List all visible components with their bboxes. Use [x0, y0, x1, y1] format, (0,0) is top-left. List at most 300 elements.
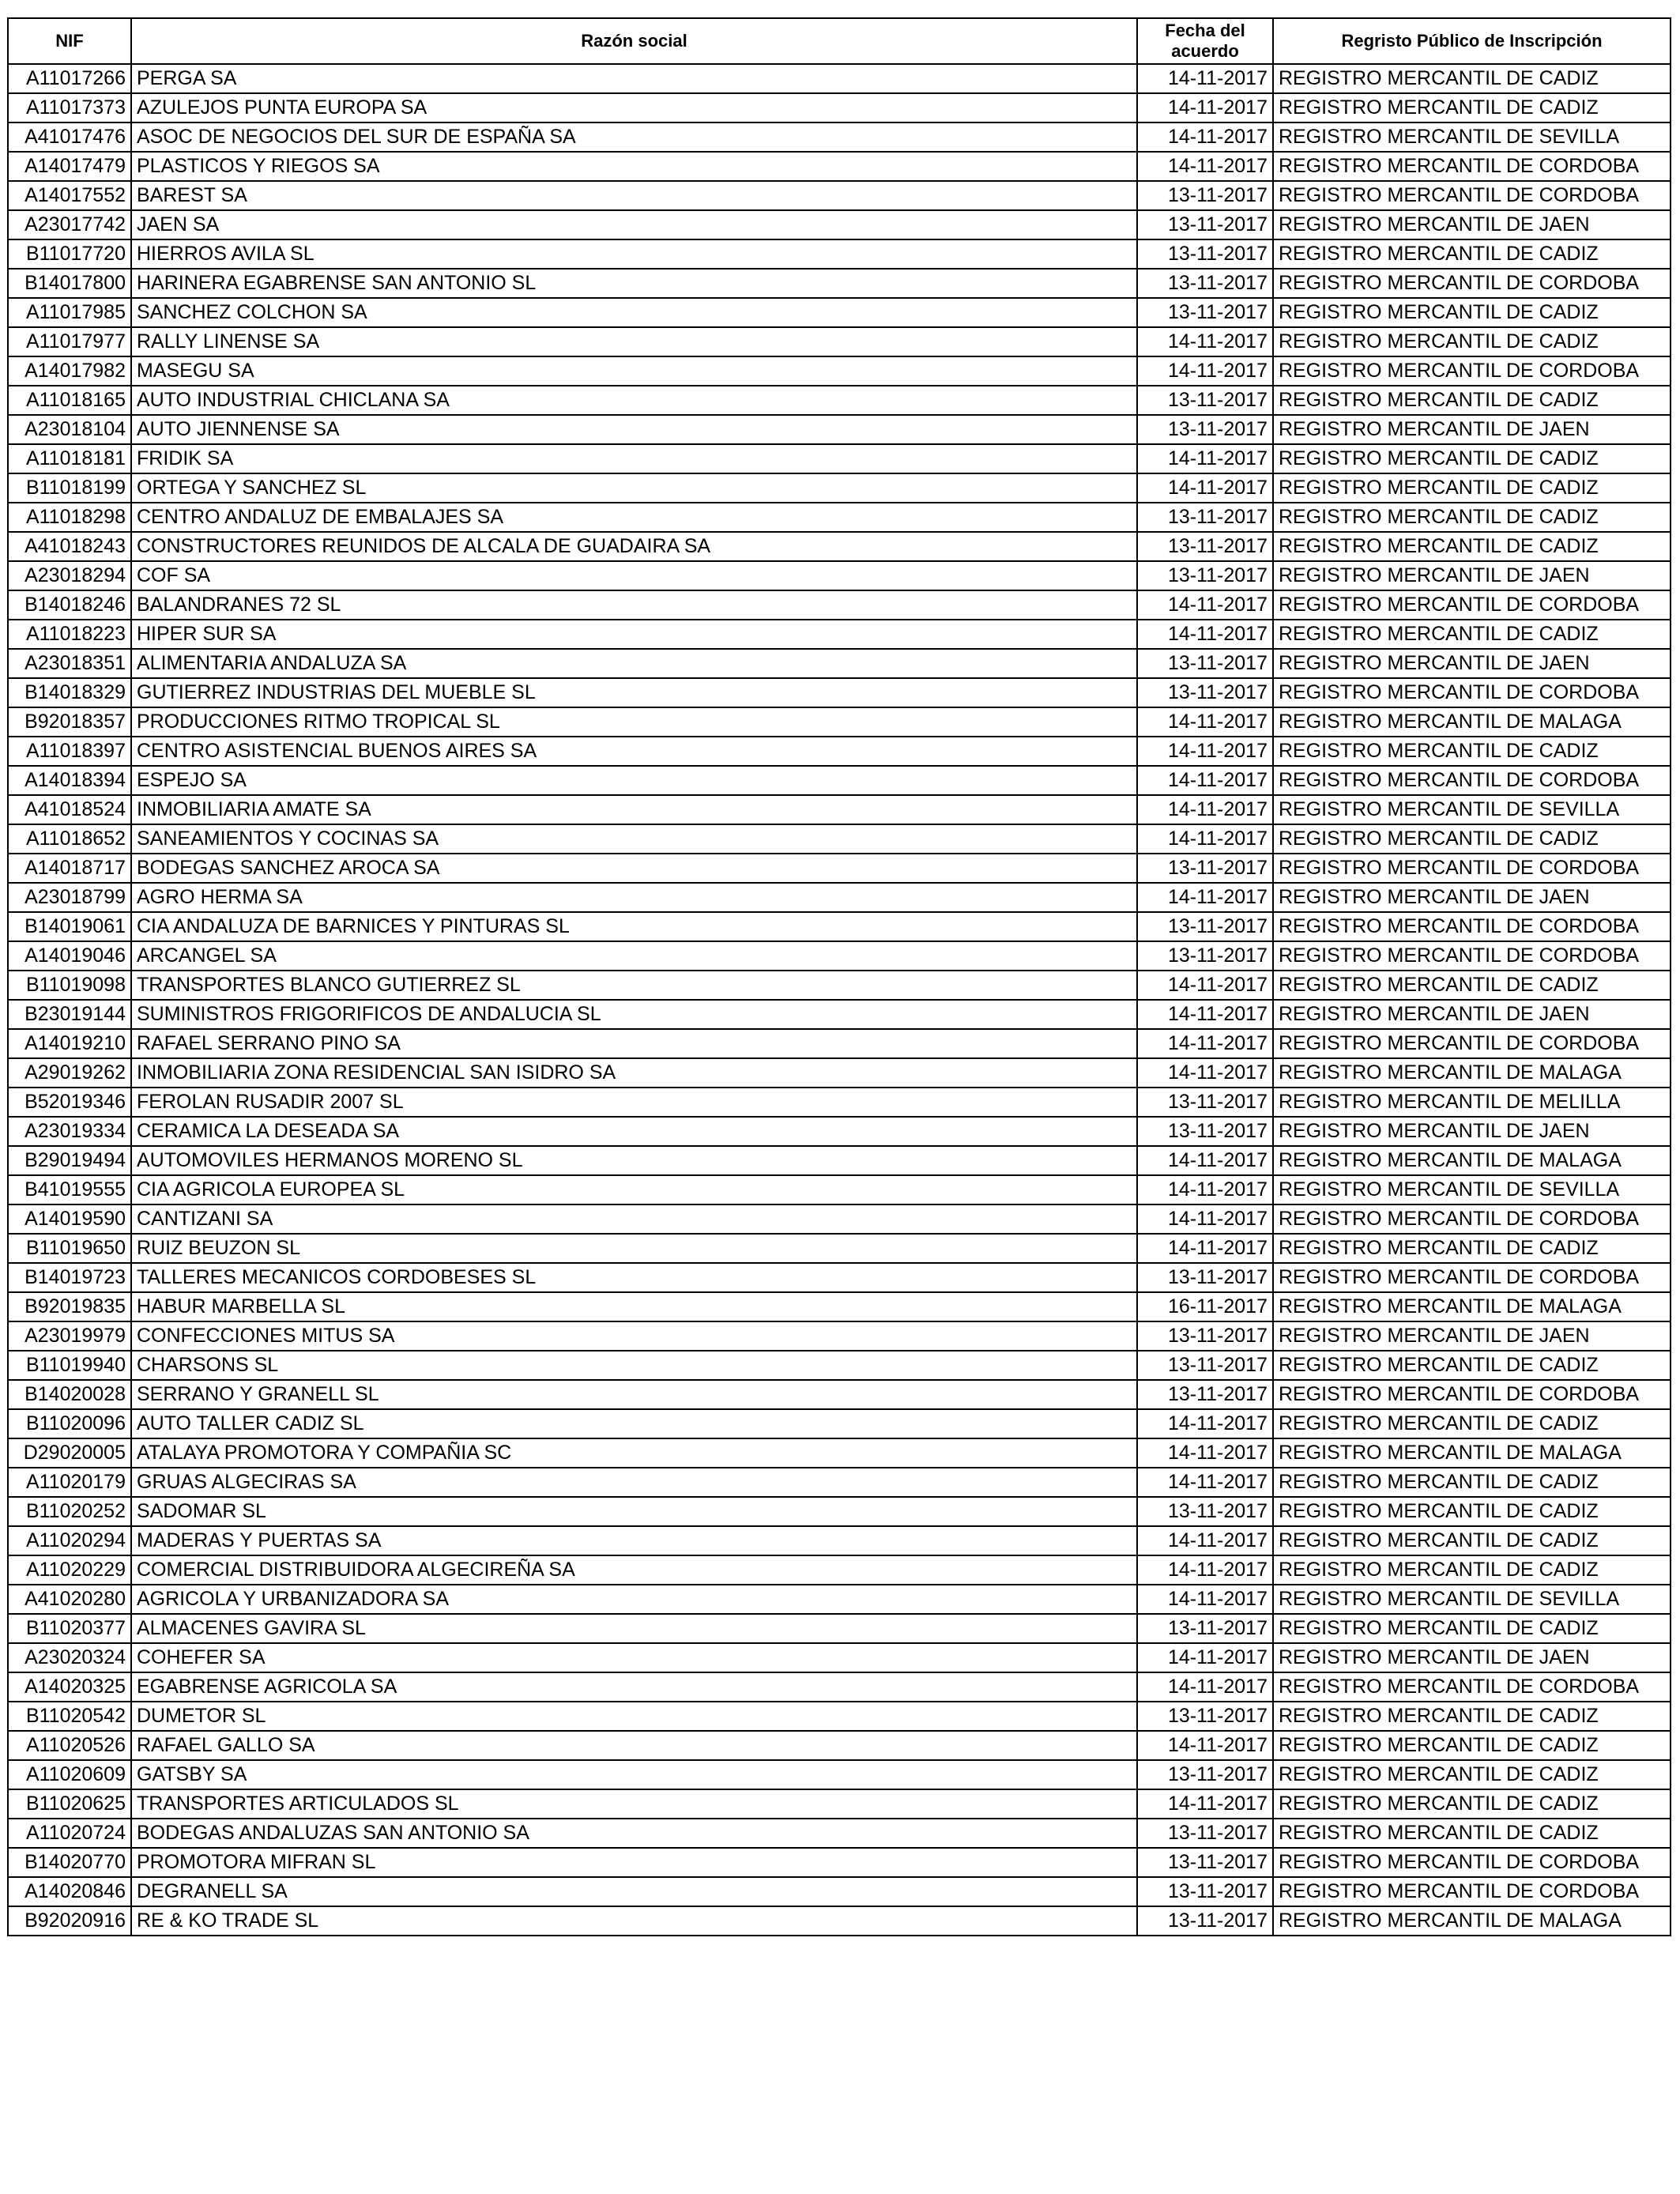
cell-nif: D29020005: [8, 1438, 131, 1468]
cell-fecha-acuerdo: 13-11-2017: [1137, 1351, 1273, 1380]
cell-registro: REGISTRO MERCANTIL DE CADIZ: [1273, 1526, 1671, 1555]
cell-registro: REGISTRO MERCANTIL DE JAEN: [1273, 561, 1671, 590]
cell-fecha-acuerdo: 14-11-2017: [1137, 152, 1273, 181]
table-row: [8, 707, 1671, 737]
cell-razon-social: HARINERA EGABRENSE SAN ANTONIO SL: [131, 269, 1137, 298]
cell-razon-social: JAEN SA: [131, 210, 1137, 239]
cell-nif: A14020846: [8, 1877, 131, 1906]
table-row: [8, 181, 1671, 210]
cell-fecha-acuerdo: 13-11-2017: [1137, 1088, 1273, 1117]
cell-registro: REGISTRO MERCANTIL DE CADIZ: [1273, 1819, 1671, 1848]
cell-nif: A11018165: [8, 386, 131, 415]
cell-registro: REGISTRO MERCANTIL DE MALAGA: [1273, 1058, 1671, 1088]
cell-registro: REGISTRO MERCANTIL DE JAEN: [1273, 1643, 1671, 1672]
cell-fecha-acuerdo: 13-11-2017: [1137, 912, 1273, 941]
cell-nif: A11017373: [8, 93, 131, 123]
table-row: [8, 210, 1671, 239]
cell-fecha-acuerdo: 13-11-2017: [1137, 1380, 1273, 1409]
cell-registro: REGISTRO MERCANTIL DE CADIZ: [1273, 327, 1671, 356]
cell-registro: REGISTRO MERCANTIL DE CORDOBA: [1273, 181, 1671, 210]
cell-nif: A14019590: [8, 1204, 131, 1234]
table-row: [8, 1848, 1671, 1877]
cell-nif: A14018717: [8, 854, 131, 883]
cell-fecha-acuerdo: 14-11-2017: [1137, 327, 1273, 356]
cell-nif: A23017742: [8, 210, 131, 239]
cell-fecha-acuerdo: 13-11-2017: [1137, 1321, 1273, 1351]
cell-razon-social: SERRANO Y GRANELL SL: [131, 1380, 1137, 1409]
cell-fecha-acuerdo: 14-11-2017: [1137, 473, 1273, 503]
cell-nif: A11017266: [8, 64, 131, 93]
cell-registro: REGISTRO MERCANTIL DE CORDOBA: [1273, 941, 1671, 971]
table-row: [8, 1614, 1671, 1643]
cell-registro: REGISTRO MERCANTIL DE CADIZ: [1273, 1555, 1671, 1585]
cell-razon-social: CERAMICA LA DESEADA SA: [131, 1117, 1137, 1146]
table-row: [8, 649, 1671, 678]
cell-nif: B11020542: [8, 1702, 131, 1731]
cell-nif: A41017476: [8, 123, 131, 152]
cell-nif: A14019210: [8, 1029, 131, 1058]
cell-registro: REGISTRO MERCANTIL DE CADIZ: [1273, 1234, 1671, 1263]
cell-nif: B92020916: [8, 1906, 131, 1936]
cell-nif: A11018652: [8, 824, 131, 854]
table-row: [8, 1731, 1671, 1760]
cell-registro: REGISTRO MERCANTIL DE CADIZ: [1273, 503, 1671, 532]
cell-fecha-acuerdo: 16-11-2017: [1137, 1292, 1273, 1321]
cell-nif: B41019555: [8, 1175, 131, 1204]
cell-razon-social: CIA AGRICOLA EUROPEA SL: [131, 1175, 1137, 1204]
cell-registro: REGISTRO MERCANTIL DE JAEN: [1273, 1321, 1671, 1351]
table-row: [8, 269, 1671, 298]
table-row: [8, 386, 1671, 415]
cell-registro: REGISTRO MERCANTIL DE MALAGA: [1273, 1146, 1671, 1175]
cell-registro: REGISTRO MERCANTIL DE CORDOBA: [1273, 1877, 1671, 1906]
cell-razon-social: HABUR MARBELLA SL: [131, 1292, 1137, 1321]
cell-razon-social: AUTOMOVILES HERMANOS MORENO SL: [131, 1146, 1137, 1175]
cell-fecha-acuerdo: 14-11-2017: [1137, 707, 1273, 737]
companies-table: [7, 17, 1671, 1936]
cell-nif: B14020770: [8, 1848, 131, 1877]
table-row: [8, 1204, 1671, 1234]
cell-razon-social: CHARSONS SL: [131, 1351, 1137, 1380]
cell-razon-social: AUTO JIENNENSE SA: [131, 415, 1137, 444]
cell-razon-social: CENTRO ANDALUZ DE EMBALAJES SA: [131, 503, 1137, 532]
table-row: [8, 1877, 1671, 1906]
table-row: [8, 1585, 1671, 1614]
table-row: [8, 1263, 1671, 1292]
cell-razon-social: PRODUCCIONES RITMO TROPICAL SL: [131, 707, 1137, 737]
cell-razon-social: ASOC DE NEGOCIOS DEL SUR DE ESPAÑA SA: [131, 123, 1137, 152]
cell-fecha-acuerdo: 13-11-2017: [1137, 532, 1273, 561]
cell-registro: REGISTRO MERCANTIL DE CADIZ: [1273, 737, 1671, 766]
cell-nif: B11020625: [8, 1789, 131, 1819]
cell-registro: REGISTRO MERCANTIL DE CORDOBA: [1273, 912, 1671, 941]
cell-registro: REGISTRO MERCANTIL DE MALAGA: [1273, 1292, 1671, 1321]
cell-razon-social: INMOBILIARIA AMATE SA: [131, 795, 1137, 824]
cell-nif: B11020096: [8, 1409, 131, 1438]
table-row: [8, 1819, 1671, 1848]
cell-razon-social: ARCANGEL SA: [131, 941, 1137, 971]
table-row: [8, 532, 1671, 561]
table-row: [8, 795, 1671, 824]
table-row: [8, 766, 1671, 795]
table-row: [8, 1146, 1671, 1175]
cell-fecha-acuerdo: 13-11-2017: [1137, 181, 1273, 210]
cell-fecha-acuerdo: 13-11-2017: [1137, 1497, 1273, 1526]
table-row: [8, 1672, 1671, 1702]
table-row: [8, 503, 1671, 532]
cell-fecha-acuerdo: 14-11-2017: [1137, 1468, 1273, 1497]
cell-registro: REGISTRO MERCANTIL DE JAEN: [1273, 883, 1671, 912]
cell-razon-social: CANTIZANI SA: [131, 1204, 1137, 1234]
cell-fecha-acuerdo: 14-11-2017: [1137, 824, 1273, 854]
cell-razon-social: MADERAS Y PUERTAS SA: [131, 1526, 1137, 1555]
cell-fecha-acuerdo: 14-11-2017: [1137, 1585, 1273, 1614]
cell-registro: REGISTRO MERCANTIL DE MALAGA: [1273, 707, 1671, 737]
table-row: [8, 1029, 1671, 1058]
cell-nif: B11017720: [8, 239, 131, 269]
cell-nif: B92019835: [8, 1292, 131, 1321]
cell-fecha-acuerdo: 13-11-2017: [1137, 1848, 1273, 1877]
cell-registro: REGISTRO MERCANTIL DE CADIZ: [1273, 93, 1671, 123]
cell-nif: A23018799: [8, 883, 131, 912]
cell-razon-social: RAFAEL GALLO SA: [131, 1731, 1137, 1760]
table-body: [8, 64, 1671, 1936]
cell-fecha-acuerdo: 14-11-2017: [1137, 123, 1273, 152]
cell-razon-social: DUMETOR SL: [131, 1702, 1137, 1731]
table-row: [8, 1088, 1671, 1117]
cell-fecha-acuerdo: 13-11-2017: [1137, 941, 1273, 971]
table-row: [8, 1906, 1671, 1936]
table-row: [8, 561, 1671, 590]
cell-registro: REGISTRO MERCANTIL DE CADIZ: [1273, 1731, 1671, 1760]
cell-nif: A23019979: [8, 1321, 131, 1351]
cell-nif: B29019494: [8, 1146, 131, 1175]
cell-fecha-acuerdo: 13-11-2017: [1137, 1702, 1273, 1731]
table-row: [8, 123, 1671, 152]
cell-fecha-acuerdo: 13-11-2017: [1137, 386, 1273, 415]
cell-registro: REGISTRO MERCANTIL DE CADIZ: [1273, 971, 1671, 1000]
cell-fecha-acuerdo: 14-11-2017: [1137, 444, 1273, 473]
cell-registro: REGISTRO MERCANTIL DE CORDOBA: [1273, 854, 1671, 883]
cell-nif: A23018351: [8, 649, 131, 678]
cell-nif: A23020324: [8, 1643, 131, 1672]
cell-razon-social: GUTIERREZ INDUSTRIAS DEL MUEBLE SL: [131, 678, 1137, 707]
cell-razon-social: COF SA: [131, 561, 1137, 590]
cell-razon-social: CIA ANDALUZA DE BARNICES Y PINTURAS SL: [131, 912, 1137, 941]
cell-nif: A11017977: [8, 327, 131, 356]
table-row: [8, 1058, 1671, 1088]
cell-fecha-acuerdo: 14-11-2017: [1137, 1438, 1273, 1468]
cell-razon-social: RALLY LINENSE SA: [131, 327, 1137, 356]
cell-razon-social: DEGRANELL SA: [131, 1877, 1137, 1906]
cell-razon-social: INMOBILIARIA ZONA RESIDENCIAL SAN ISIDRO SA: [131, 1058, 1137, 1088]
cell-nif: A11020229: [8, 1555, 131, 1585]
cell-razon-social: AGRO HERMA SA: [131, 883, 1137, 912]
cell-nif: A11020526: [8, 1731, 131, 1760]
cell-nif: A11020609: [8, 1760, 131, 1789]
cell-razon-social: HIERROS AVILA SL: [131, 239, 1137, 269]
cell-razon-social: ESPEJO SA: [131, 766, 1137, 795]
cell-razon-social: TRANSPORTES ARTICULADOS SL: [131, 1789, 1137, 1819]
table-row: [8, 1702, 1671, 1731]
cell-registro: REGISTRO MERCANTIL DE CADIZ: [1273, 1351, 1671, 1380]
table-row: [8, 1438, 1671, 1468]
cell-fecha-acuerdo: 13-11-2017: [1137, 649, 1273, 678]
cell-nif: A11020294: [8, 1526, 131, 1555]
cell-razon-social: BODEGAS ANDALUZAS SAN ANTONIO SA: [131, 1819, 1137, 1848]
cell-nif: A41018524: [8, 795, 131, 824]
cell-nif: A41018243: [8, 532, 131, 561]
cell-nif: B11018199: [8, 473, 131, 503]
table-row: [8, 1409, 1671, 1438]
cell-nif: B11019650: [8, 1234, 131, 1263]
table-row: [8, 1497, 1671, 1526]
cell-razon-social: HIPER SUR SA: [131, 620, 1137, 649]
cell-registro: REGISTRO MERCANTIL DE CADIZ: [1273, 1409, 1671, 1438]
cell-registro: REGISTRO MERCANTIL DE CORDOBA: [1273, 1029, 1671, 1058]
table-row: [8, 590, 1671, 620]
cell-fecha-acuerdo: 14-11-2017: [1137, 1643, 1273, 1672]
cell-nif: B14019061: [8, 912, 131, 941]
cell-registro: REGISTRO MERCANTIL DE CADIZ: [1273, 1468, 1671, 1497]
cell-fecha-acuerdo: 13-11-2017: [1137, 1906, 1273, 1936]
cell-nif: A14020325: [8, 1672, 131, 1702]
table-row: [8, 883, 1671, 912]
cell-registro: REGISTRO MERCANTIL DE CADIZ: [1273, 444, 1671, 473]
cell-razon-social: ALIMENTARIA ANDALUZA SA: [131, 649, 1137, 678]
cell-fecha-acuerdo: 14-11-2017: [1137, 883, 1273, 912]
cell-nif: A23018104: [8, 415, 131, 444]
cell-fecha-acuerdo: 14-11-2017: [1137, 1731, 1273, 1760]
cell-nif: A23019334: [8, 1117, 131, 1146]
cell-razon-social: RUIZ BEUZON SL: [131, 1234, 1137, 1263]
cell-registro: REGISTRO MERCANTIL DE CADIZ: [1273, 64, 1671, 93]
cell-fecha-acuerdo: 13-11-2017: [1137, 561, 1273, 590]
cell-registro: REGISTRO MERCANTIL DE CORDOBA: [1273, 678, 1671, 707]
cell-razon-social: TRANSPORTES BLANCO GUTIERREZ SL: [131, 971, 1137, 1000]
cell-nif: B14020028: [8, 1380, 131, 1409]
cell-nif: A11020724: [8, 1819, 131, 1848]
cell-registro: REGISTRO MERCANTIL DE CADIZ: [1273, 1497, 1671, 1526]
cell-fecha-acuerdo: 13-11-2017: [1137, 1819, 1273, 1848]
cell-registro: REGISTRO MERCANTIL DE CORDOBA: [1273, 269, 1671, 298]
cell-nif: A11020179: [8, 1468, 131, 1497]
cell-registro: REGISTRO MERCANTIL DE CADIZ: [1273, 532, 1671, 561]
cell-razon-social: GRUAS ALGECIRAS SA: [131, 1468, 1137, 1497]
cell-registro: REGISTRO MERCANTIL DE JAEN: [1273, 210, 1671, 239]
cell-fecha-acuerdo: 14-11-2017: [1137, 1789, 1273, 1819]
table-row: [8, 93, 1671, 123]
cell-registro: REGISTRO MERCANTIL DE CORDOBA: [1273, 1380, 1671, 1409]
table-row: [8, 239, 1671, 269]
cell-fecha-acuerdo: 13-11-2017: [1137, 1117, 1273, 1146]
cell-razon-social: CONFECCIONES MITUS SA: [131, 1321, 1137, 1351]
cell-razon-social: COHEFER SA: [131, 1643, 1137, 1672]
cell-fecha-acuerdo: 13-11-2017: [1137, 854, 1273, 883]
table-row: [8, 1789, 1671, 1819]
cell-nif: A23018294: [8, 561, 131, 590]
cell-razon-social: BALANDRANES 72 SL: [131, 590, 1137, 620]
table-row: [8, 737, 1671, 766]
table-row: [8, 1321, 1671, 1351]
cell-nif: B14018329: [8, 678, 131, 707]
cell-fecha-acuerdo: 13-11-2017: [1137, 1263, 1273, 1292]
cell-registro: REGISTRO MERCANTIL DE CORDOBA: [1273, 1848, 1671, 1877]
table-row: [8, 854, 1671, 883]
cell-registro: REGISTRO MERCANTIL DE CORDOBA: [1273, 1263, 1671, 1292]
cell-registro: REGISTRO MERCANTIL DE JAEN: [1273, 415, 1671, 444]
cell-registro: REGISTRO MERCANTIL DE CADIZ: [1273, 1702, 1671, 1731]
table-row: [8, 1643, 1671, 1672]
table-row: [8, 678, 1671, 707]
cell-registro: REGISTRO MERCANTIL DE CADIZ: [1273, 239, 1671, 269]
table-row: [8, 620, 1671, 649]
cell-registro: REGISTRO MERCANTIL DE CORDOBA: [1273, 1672, 1671, 1702]
table-row: [8, 1000, 1671, 1029]
cell-registro: REGISTRO MERCANTIL DE SEVILLA: [1273, 1585, 1671, 1614]
cell-nif: B11019940: [8, 1351, 131, 1380]
cell-nif: B14017800: [8, 269, 131, 298]
cell-razon-social: SANEAMIENTOS Y COCINAS SA: [131, 824, 1137, 854]
cell-registro: REGISTRO MERCANTIL DE CORDOBA: [1273, 590, 1671, 620]
cell-razon-social: TALLERES MECANICOS CORDOBESES SL: [131, 1263, 1137, 1292]
cell-razon-social: ORTEGA Y SANCHEZ SL: [131, 473, 1137, 503]
header-row: [8, 18, 1671, 64]
cell-fecha-acuerdo: 14-11-2017: [1137, 971, 1273, 1000]
cell-registro: REGISTRO MERCANTIL DE CADIZ: [1273, 473, 1671, 503]
cell-fecha-acuerdo: 14-11-2017: [1137, 1555, 1273, 1585]
cell-registro: REGISTRO MERCANTIL DE MELILLA: [1273, 1088, 1671, 1117]
cell-fecha-acuerdo: 14-11-2017: [1137, 766, 1273, 795]
cell-nif: B11020252: [8, 1497, 131, 1526]
table-row: [8, 473, 1671, 503]
table-row: [8, 941, 1671, 971]
cell-fecha-acuerdo: 14-11-2017: [1137, 93, 1273, 123]
cell-fecha-acuerdo: 14-11-2017: [1137, 737, 1273, 766]
table-row: [8, 1351, 1671, 1380]
cell-fecha-acuerdo: 14-11-2017: [1137, 1058, 1273, 1088]
cell-razon-social: SADOMAR SL: [131, 1497, 1137, 1526]
cell-razon-social: CENTRO ASISTENCIAL BUENOS AIRES SA: [131, 737, 1137, 766]
cell-fecha-acuerdo: 14-11-2017: [1137, 1409, 1273, 1438]
cell-nif: A41020280: [8, 1585, 131, 1614]
cell-registro: REGISTRO MERCANTIL DE CORDOBA: [1273, 766, 1671, 795]
cell-razon-social: PLASTICOS Y RIEGOS SA: [131, 152, 1137, 181]
cell-fecha-acuerdo: 13-11-2017: [1137, 298, 1273, 327]
cell-razon-social: ATALAYA PROMOTORA Y COMPAÑIA SC: [131, 1438, 1137, 1468]
header-fecha-acuerdo: [1137, 18, 1273, 64]
table-row: [8, 1234, 1671, 1263]
cell-razon-social: AUTO INDUSTRIAL CHICLANA SA: [131, 386, 1137, 415]
cell-registro: REGISTRO MERCANTIL DE JAEN: [1273, 649, 1671, 678]
cell-fecha-acuerdo: 13-11-2017: [1137, 1614, 1273, 1643]
cell-nif: B92018357: [8, 707, 131, 737]
table-row: [8, 1468, 1671, 1497]
cell-nif: A11018223: [8, 620, 131, 649]
cell-razon-social: RAFAEL SERRANO PINO SA: [131, 1029, 1137, 1058]
cell-nif: B11019098: [8, 971, 131, 1000]
cell-fecha-acuerdo: 14-11-2017: [1137, 1234, 1273, 1263]
cell-razon-social: SANCHEZ COLCHON SA: [131, 298, 1137, 327]
table-row: [8, 1380, 1671, 1409]
header-razon-social: Razón social: [131, 18, 1137, 64]
cell-fecha-acuerdo: 14-11-2017: [1137, 1526, 1273, 1555]
header-nif: NIF: [8, 18, 131, 64]
cell-razon-social: BODEGAS SANCHEZ AROCA SA: [131, 854, 1137, 883]
header-fecha-line2: acuerdo: [1171, 41, 1239, 61]
table-row: [8, 824, 1671, 854]
cell-razon-social: FRIDIK SA: [131, 444, 1137, 473]
cell-fecha-acuerdo: 14-11-2017: [1137, 1175, 1273, 1204]
table-row: [8, 1292, 1671, 1321]
cell-nif: B14018246: [8, 590, 131, 620]
cell-nif: B52019346: [8, 1088, 131, 1117]
table-row: [8, 971, 1671, 1000]
cell-nif: A14017479: [8, 152, 131, 181]
cell-fecha-acuerdo: 14-11-2017: [1137, 1672, 1273, 1702]
cell-fecha-acuerdo: 14-11-2017: [1137, 64, 1273, 93]
cell-razon-social: AUTO TALLER CADIZ SL: [131, 1409, 1137, 1438]
cell-nif: A11018181: [8, 444, 131, 473]
header-registro: Regristo Público de Inscripción: [1273, 18, 1671, 64]
cell-razon-social: COMERCIAL DISTRIBUIDORA ALGECIREÑA SA: [131, 1555, 1137, 1585]
table-row: [8, 64, 1671, 93]
cell-nif: A14017982: [8, 356, 131, 386]
cell-razon-social: SUMINISTROS FRIGORIFICOS DE ANDALUCIA SL: [131, 1000, 1137, 1029]
cell-registro: REGISTRO MERCANTIL DE SEVILLA: [1273, 123, 1671, 152]
table-row: [8, 1117, 1671, 1146]
cell-nif: B23019144: [8, 1000, 131, 1029]
cell-fecha-acuerdo: 13-11-2017: [1137, 503, 1273, 532]
cell-razon-social: BAREST SA: [131, 181, 1137, 210]
cell-razon-social: PERGA SA: [131, 64, 1137, 93]
cell-fecha-acuerdo: 13-11-2017: [1137, 1760, 1273, 1789]
cell-fecha-acuerdo: 14-11-2017: [1137, 590, 1273, 620]
cell-nif: A29019262: [8, 1058, 131, 1088]
table-row: [8, 1175, 1671, 1204]
cell-razon-social: EGABRENSE AGRICOLA SA: [131, 1672, 1137, 1702]
cell-fecha-acuerdo: 13-11-2017: [1137, 210, 1273, 239]
cell-razon-social: PROMOTORA MIFRAN SL: [131, 1848, 1137, 1877]
cell-fecha-acuerdo: 13-11-2017: [1137, 678, 1273, 707]
cell-razon-social: AZULEJOS PUNTA EUROPA SA: [131, 93, 1137, 123]
cell-registro: REGISTRO MERCANTIL DE CADIZ: [1273, 1789, 1671, 1819]
cell-registro: REGISTRO MERCANTIL DE CADIZ: [1273, 298, 1671, 327]
cell-registro: REGISTRO MERCANTIL DE SEVILLA: [1273, 1175, 1671, 1204]
cell-registro: REGISTRO MERCANTIL DE CADIZ: [1273, 620, 1671, 649]
header-fecha-line1: Fecha del: [1165, 21, 1245, 40]
cell-registro: REGISTRO MERCANTIL DE CADIZ: [1273, 824, 1671, 854]
cell-fecha-acuerdo: 13-11-2017: [1137, 1877, 1273, 1906]
table-row: [8, 152, 1671, 181]
cell-nif: A11018298: [8, 503, 131, 532]
table-row: [8, 912, 1671, 941]
table-row: [8, 298, 1671, 327]
cell-registro: REGISTRO MERCANTIL DE CORDOBA: [1273, 356, 1671, 386]
cell-razon-social: FEROLAN RUSADIR 2007 SL: [131, 1088, 1137, 1117]
table-row: [8, 415, 1671, 444]
table-row: [8, 1760, 1671, 1789]
table-row: [8, 1555, 1671, 1585]
cell-registro: REGISTRO MERCANTIL DE MALAGA: [1273, 1438, 1671, 1468]
cell-razon-social: MASEGU SA: [131, 356, 1137, 386]
cell-fecha-acuerdo: 13-11-2017: [1137, 415, 1273, 444]
cell-registro: REGISTRO MERCANTIL DE CORDOBA: [1273, 152, 1671, 181]
cell-registro: REGISTRO MERCANTIL DE CADIZ: [1273, 386, 1671, 415]
table-row: [8, 356, 1671, 386]
cell-nif: A14017552: [8, 181, 131, 210]
cell-registro: REGISTRO MERCANTIL DE CADIZ: [1273, 1614, 1671, 1643]
